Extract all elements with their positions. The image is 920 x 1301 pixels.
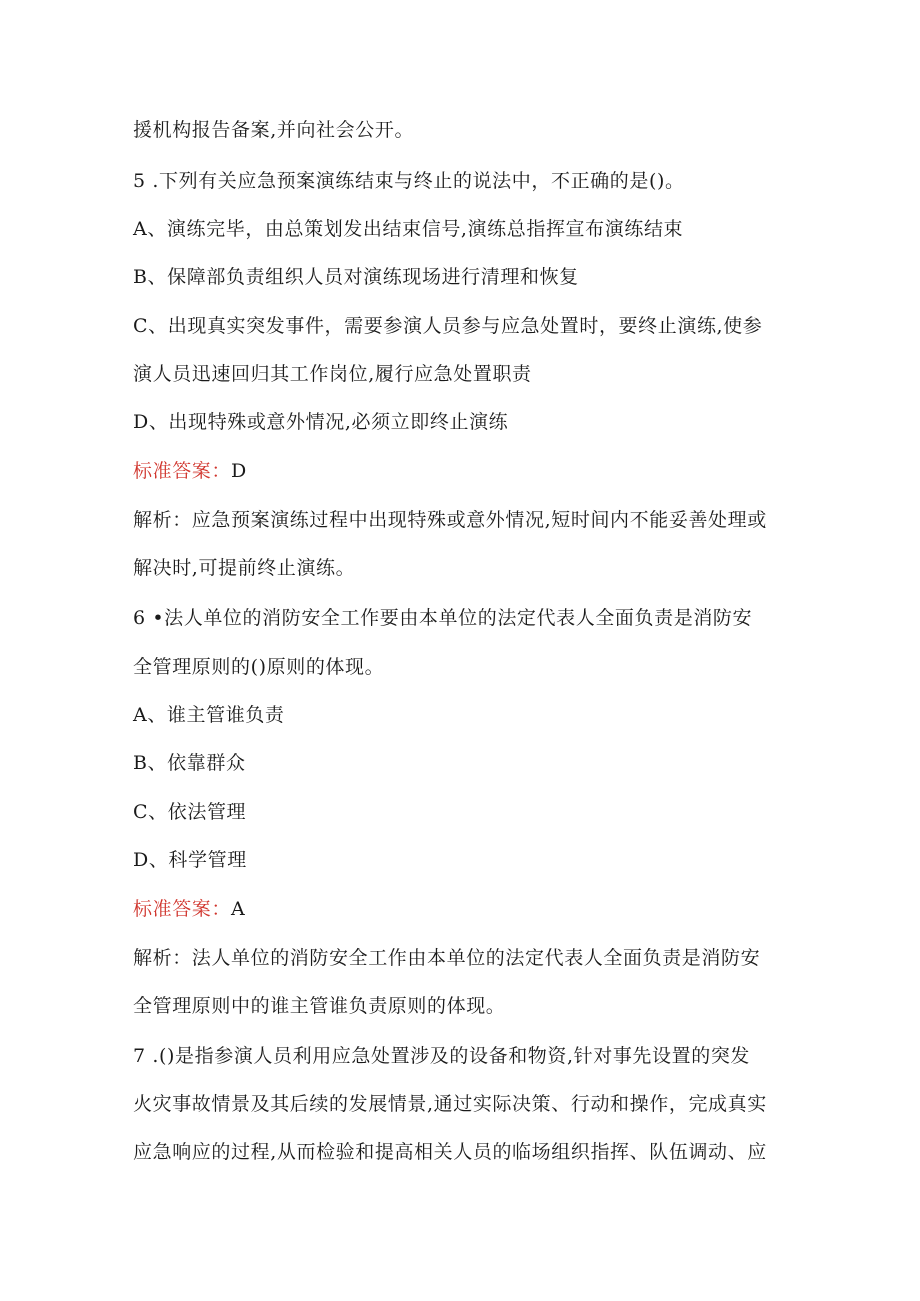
question-6-stem-continued: 全管理原则的()原则的体现。 [133,656,385,678]
question-6-option-c: C、依法管理 [133,801,247,823]
question-6-explanation: 解析：法人单位的消防安全工作由本单位的法定代表人全面负责是消防安 [133,947,761,969]
question-5-option-d: D、出现特殊或意外情况,必须立即终止演练 [133,411,509,433]
question-7-stem-continued-1: 火灾事故情景及其后续的发展情景,通过实际决策、行动和操作，完成真实 [133,1093,767,1115]
question-6-explanation-continued: 全管理原则中的谁主管谁负责原则的体现。 [133,995,506,1017]
answer-value: A [231,898,246,920]
question-7-stem-continued-2: 应急响应的过程,从而检验和提高相关人员的临场组织指挥、队伍调动、应 [133,1141,767,1163]
continuation-line: 援机构报告备案,并向社会公开。 [133,119,415,141]
answer-label: 标准答案： [133,460,232,482]
question-5-option-a: A、演练完毕，由总策划发出结束信号,演练总指挥宣布演练结束 [133,218,684,240]
question-5-option-c: C、出现真实突发事件，需要参演人员参与应急处置时，要终止演练,使参 [133,315,763,337]
question-5-option-b: B、保障部负责组织人员对演练现场进行清理和恢复 [133,266,579,288]
question-5-stem: 5 .下列有关应急预案演练结束与终止的说法中，不正确的是()。 [133,170,685,192]
question-6-stem: 6 •法人单位的消防安全工作要由本单位的法定代表人全面负责是消防安 [133,607,753,629]
question-6-answer [133,896,245,922]
question-7-stem: 7 .()是指参演人员利用应急处置涉及的设备和物资,针对事先设置的突发 [133,1045,751,1067]
question-5-explanation: 解析：应急预案演练过程中出现特殊或意外情况,短时间内不能妥善处理或 [133,509,767,531]
answer-value: D [231,460,247,482]
question-5-explanation-continued: 解决时,可提前终止演练。 [133,557,356,579]
answer-label: 标准答案： [133,898,232,920]
question-6-option-a: A、谁主管谁负责 [133,704,285,726]
question-6-option-d: D、科学管理 [133,849,247,871]
question-6-option-b: B、依靠群众 [133,752,246,774]
question-5-option-c-continued: 演人员迅速回归其工作岗位,履行应急处置职责 [133,363,532,385]
question-5-answer [133,458,247,484]
